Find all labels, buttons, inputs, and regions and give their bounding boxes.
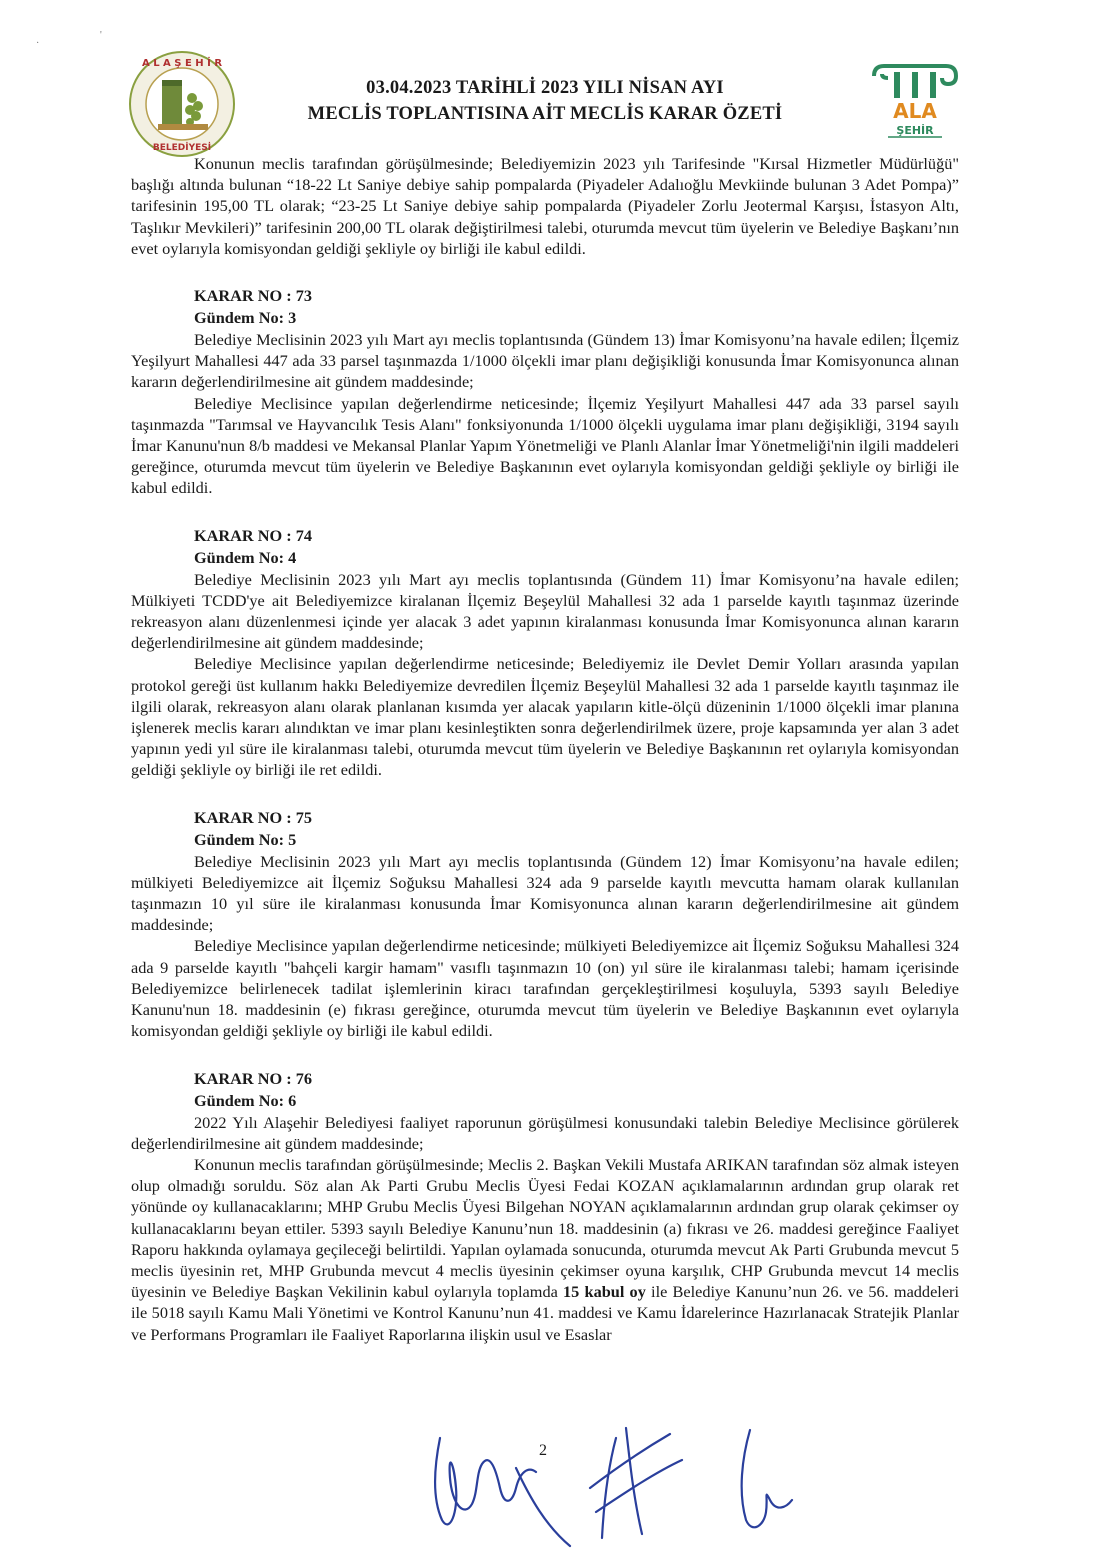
scan-mark: ' <box>100 30 102 41</box>
decision-block <box>131 285 959 499</box>
agenda-number: Gündem No: 4 <box>194 547 297 567</box>
decision-block <box>131 525 959 781</box>
agenda-number: Gündem No: 3 <box>194 308 297 328</box>
svg-text:ALA: ALA <box>893 99 937 123</box>
decision-text: ile Belediye Kanunu’nun 26. ve 56. maddeleri ile 5018 sayılı Kamu Mali Yönetimi ve Kontrol Kanunu’nun 41. maddesi ve Kamu İdarelerince Hazırlanacak Stratejik Planlar ve Performans Programları ile Faaliyet Raporlarına ilişkin usul ve Esaslar <box>131 1282 959 1344</box>
agenda-number: Gündem No: 5 <box>194 829 297 849</box>
title-line-1: 03.04.2023 TARİHLİ 2023 YILI NİSAN AYI <box>366 78 724 98</box>
alasehir-municipality-seal-logo <box>128 50 236 158</box>
decision-paragraph: Belediye Meclisinin 2023 yılı Mart ayı meclis toplantısında (Gündem 11) İmar Komisyonu’na havale edilen; Mülkiyeti TCDD'ye ait Belediyemizce kiralanan İlçemiz Beşeylül Mahallesi 32 ada 1 parselde kayıtlı taşınmaz üzerinde rekreasyon alanı düzenlenmesi içinde yer alacak 3 adet yapının kiralanması konusunda İmar Komisyonunca alınan kararın değerlendirilmesine ait gündem maddesinde; <box>131 569 959 653</box>
ala-sehir-logo <box>868 62 962 140</box>
svg-text:BELEDİYESİ: BELEDİYESİ <box>152 143 212 153</box>
decision-paragraph: Belediye Meclisince yapılan değerlendirme neticesinde; Belediyemiz ile Devlet Demir Yolları arasında yapılan protokol gereği üst kullanım hakkı Belediyemize devredilen İlçemiz Beşeylül Mahallesi 32 ada 1 parselde kayıtlı taşınmaz ile ilgili olarak, rekreasyon alanı olarak planlanan kısımda yer alacak yapıların kitle-ölçü düzeninin 1/1000 ölçekli imar planına işlenerek meclis kararı alındıktan ve imar planı kesinleştikten sonra değerlendirilmek üzere, proje kapsamında yer alan 3 adet yapının yedi yıl süre ile kiralanması talebi, oturumda mevcut tüm üyelerin ve Belediye Başkanının ret oylarıyla komisyondan geldiği şekliyle oy birliği ile ret edildi. <box>131 654 959 780</box>
decision-number: KARAR NO : 75 <box>194 807 313 827</box>
intro-paragraph: Konunun meclis tarafından görüşülmesinde; Belediyemizin 2023 yılı Tarifesinde "Kırsal Hizmetler Müdürlüğü" başlığı altında bulunan “18-22 Lt Saniye debiye sahip pompalarda (Piyadeler Adalıoğlu Mevkiinde bulunan 3 Adet Pompa)” tarifesinin 195,00 TL olarak; “23-25 Lt Saniye debiye sahip pompalarda (Piyadeler Zorlu Jeotermal Karşısı, İstasyon Altı, Taşlıkır Mevkileri)” tarifesinin 200,00 TL olarak değiştirilmesi talebi, oturumda mevcut tüm üyelerin ve Belediye Başkanı’nın evet oylarıyla komisyondan geldiği şekliyle oy birliği ile kabul edildi. <box>131 154 959 258</box>
decision-number: KARAR NO : 73 <box>194 286 313 306</box>
svg-text:ŞEHİR: ŞEHİR <box>896 124 934 137</box>
decision-paragraph: Belediye Meclisince yapılan değerlendirme neticesinde; mülkiyeti Belediyemizce ait İlçemiz Soğuksu Mahallesi 324 ada 9 parselde kayıtlı "bahçeli kargir hamam" vasıflı taşınmazın 10 (on) yıl süre ile kiralanması talebi; hamam içerisinde Belediyemizce belirlenecek tadilat işlemlerinin kiracı tarafından gerçekleştirilmesi koşuluyla, 5393 sayılı Belediye Kanunu'nun 18. maddesinin (e) fıkrası gereğince, oturumda mevcut tüm üyelerin ve Belediye Başkanının evet oylarıyla komisyondan geldiği şekliyle oy birliği ile kabul edildi. <box>131 936 959 1041</box>
agenda-number: Gündem No: 6 <box>194 1090 297 1110</box>
decision-paragraph: 2022 Yılı Alaşehir Belediyesi faaliyet raporunun görüşülmesi konusundaki talebin Belediye Meclisince görülerek değerlendirilmesine ait gündem maddesinde; <box>131 1112 959 1153</box>
decision-text: Konunun meclis tarafından görüşülmesinde; Meclis 2. Başkan Vekili Mustafa ARIKAN tarafından söz almak isteyen olup olmadığı soruldu. Söz alan Ak Parti Grubu Meclis Üyesi Fedai KOZAN açıklamalarının ardından grup olarak ret yönünde oy kullanacaklarını; MHP Grubu Meclis Üyesi Bilgehan NOYAN açıklamalarının ardından grup olarak çekimser oy kullanacaklarını beyan ettiler. 5393 sayılı Belediye Kanunu’nun 18. maddesinin (a) fıkrası ve 26. maddesi gereğince Faaliyet Raporu hakkında oylamaya geçileceği belirtildi. Yapılan oylamada sonucunda, oturumda mevcut Ak Parti Grubunda mevcut 5 meclis üyesinin ret, MHP Grubunda mevcut 4 meclis üyesinin çekimser oyuna karşılık, CHP Grubunda mevcut 14 meclis üyesinin ve Belediye Başkan Vekilinin kabul oylarıyla toplamda <box>131 1154 959 1302</box>
decision-paragraph <box>131 1154 959 1345</box>
page-number: 2 <box>539 1442 547 1459</box>
document-header <box>0 0 1093 153</box>
scan-mark: · <box>36 38 40 49</box>
title-line-2: MECLİS TOPLANTISINA AİT MECLİS KARAR ÖZETİ <box>307 104 783 124</box>
decision-number: KARAR NO : 76 <box>194 1068 313 1088</box>
decision-block <box>131 807 959 1042</box>
decision-block <box>131 1068 959 1345</box>
svg-text:A L A Ş E H İ R: A L A Ş E H İ R <box>141 58 223 69</box>
document-body <box>131 153 959 1345</box>
document-title <box>260 75 830 127</box>
vote-count-emphasis: 15 kabul oy <box>563 1282 646 1302</box>
decision-paragraph: Belediye Meclisinin 2023 yılı Mart ayı meclis toplantısında (Gündem 13) İmar Komisyonu’na havale edilen; İlçemiz Yeşilyurt Mahallesi 447 ada 33 parsel taşınmazda 1/1000 ölçekli imar planı değişikliği konusunda İmar Komisyonunca alınan kararın değerlendirilmesine ait gündem maddesinde; <box>131 330 959 392</box>
decision-paragraph: Belediye Meclisinin 2023 yılı Mart ayı meclis toplantısında (Gündem 12) İmar Komisyonu’na havale edilen; mülkiyeti Belediyemizce ait İlçemiz Soğuksu Mahallesi 324 ada 9 parselde kayıtlı mevcutta hamam olarak kullanılan taşınmazın 10 yıl süre ile kiralanması konusunda İmar Komisyonunca alınan kararın değerlendirilmesine ait gündem maddesinde; <box>131 851 959 935</box>
handwritten-signatures <box>420 1408 820 1548</box>
decision-number: KARAR NO : 74 <box>194 525 313 545</box>
decision-paragraph: Belediye Meclisince yapılan değerlendirme neticesinde; İlçemiz Yeşilyurt Mahallesi 447 ada 33 parsel sayılı taşınmazda "Tarımsal ve Hayvancılık Tesis Alanı" fonksiyonunda 1/1000 ölçekli uygulama imar planı değişikliği, 3194 sayılı İmar Kanunu'nun 8/b maddesi ve Mekansal Planlar Yapım Yönetmeliği ve Planlı Alanlar İmar Yönetmeliği'nin ilgili maddeleri gereğince, oturumda mevcut tüm üyelerin ve Belediye Başkanının evet oylarıyla komisyondan geldiği şekliyle oy birliği ile kabul edildi. <box>131 393 959 498</box>
